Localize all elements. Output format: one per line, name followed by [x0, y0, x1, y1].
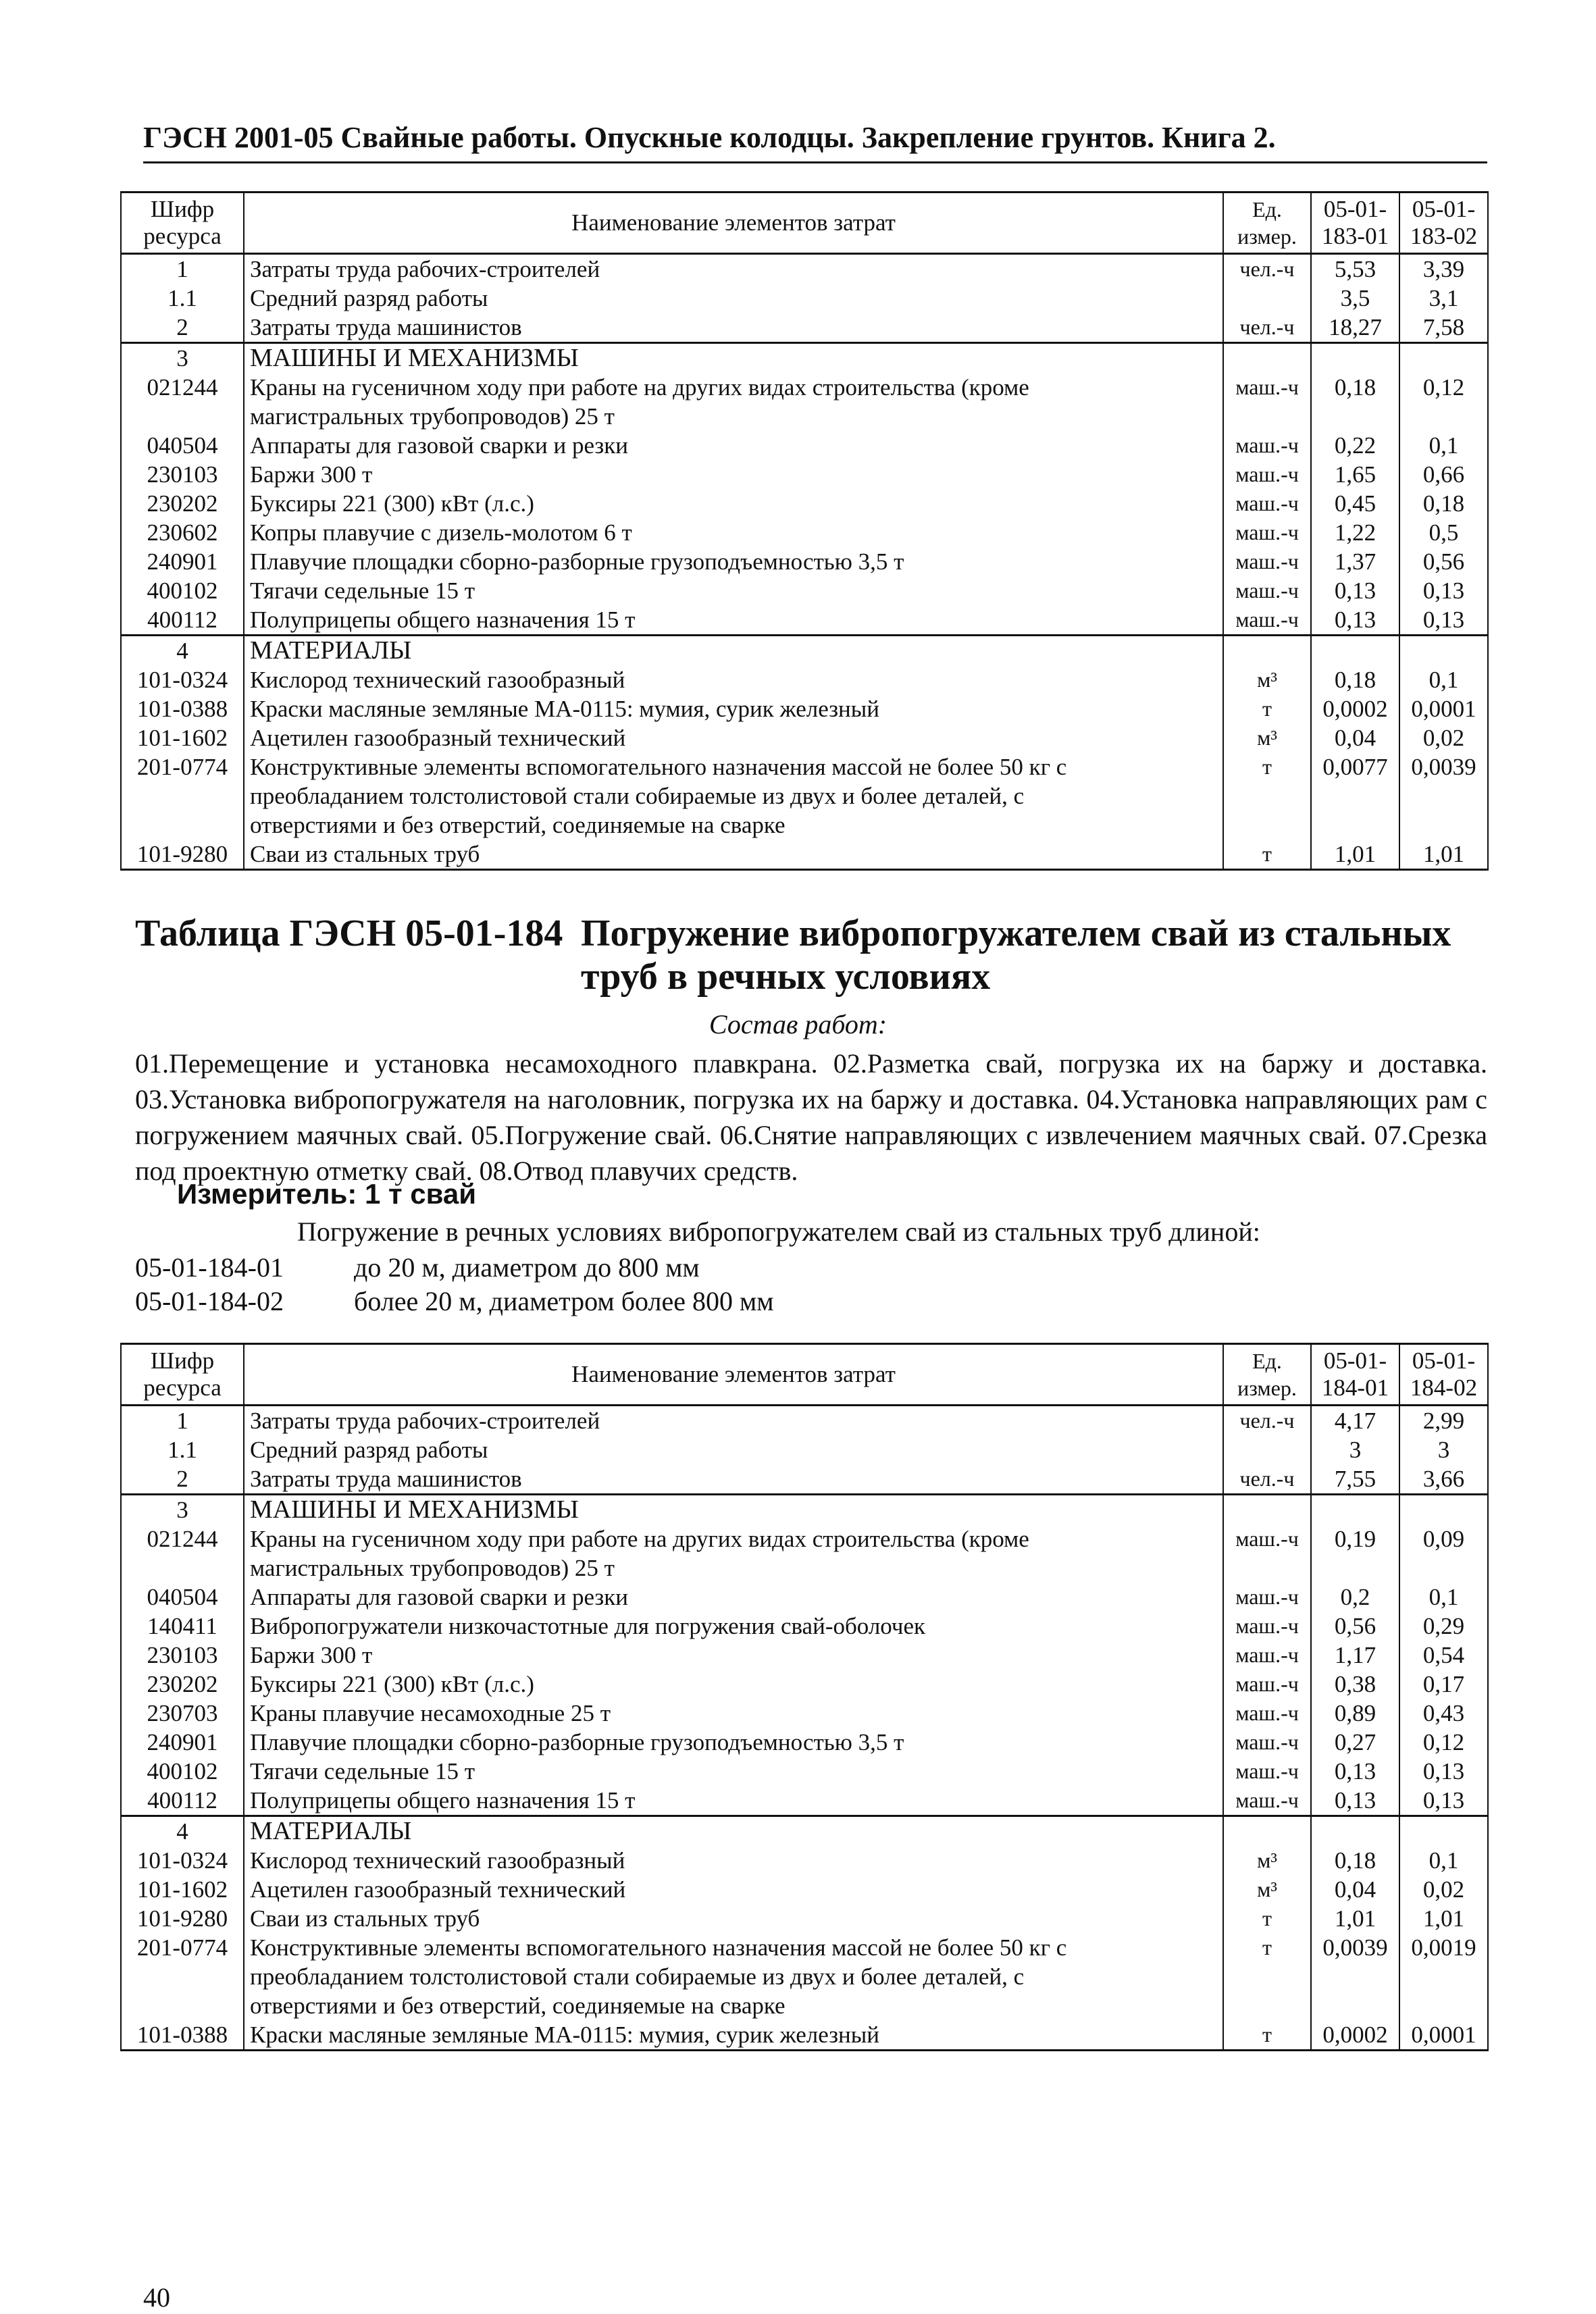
unit: маш.-ч	[1223, 1757, 1311, 1786]
variant-intro: Погружение в речных условиях вибропогружателем свай из стальных труб длиной:	[297, 1216, 1260, 1247]
cost-element-name: Конструктивные элементы вспомогательного назначения массой не более 50 кг с	[244, 1933, 1223, 1962]
norm-value-2: 0,18	[1399, 489, 1488, 518]
cost-element-name: Кислород технический газообразный	[244, 665, 1223, 694]
norm-value-2: 0,29	[1399, 1612, 1488, 1641]
cost-element-name: Краски масляные земляные МА-0115: мумия, сурик железный	[244, 2020, 1223, 2051]
variant-row	[135, 1285, 774, 1317]
unit	[1223, 1435, 1311, 1464]
norm-value-2: 0,1	[1399, 665, 1488, 694]
norm-value-2: 0,43	[1399, 1699, 1488, 1728]
norm-value-cell	[1311, 1962, 1399, 1991]
norm-value-2: 2,99	[1399, 1406, 1488, 1436]
unit: т	[1223, 1933, 1311, 1962]
table-header	[121, 192, 1488, 254]
cost-element-name: Затраты труда машинистов	[244, 1464, 1223, 1495]
norm-value-2: 0,5	[1399, 518, 1488, 547]
header-cost-element-name: Наименование элементов затрат	[244, 1344, 1223, 1406]
norm-value-1: 0,27	[1311, 1728, 1399, 1757]
norm-value-1: 0,04	[1311, 723, 1399, 752]
table-row-continuation	[121, 781, 1488, 811]
cost-element-name: Средний разряд работы	[244, 1435, 1223, 1464]
norm-value-2: 3	[1399, 1435, 1488, 1464]
table-row	[121, 1875, 1488, 1904]
resource-code: 400112	[121, 605, 244, 636]
norm-value-1: 0,89	[1311, 1699, 1399, 1728]
resource-table-183	[120, 191, 1489, 871]
norm-value-cell	[1311, 343, 1399, 374]
norm-value-cell	[1399, 343, 1488, 374]
table-row-continuation	[121, 1553, 1488, 1583]
norm-value-2: 0,02	[1399, 1875, 1488, 1904]
header-resource-code: Шифр ресурса	[121, 192, 244, 254]
norm-value-1: 7,55	[1311, 1464, 1399, 1495]
cost-element-name-continued: отверстиями и без отверстий, соединяемые на сварке	[244, 811, 1223, 840]
unit-cell	[1223, 1816, 1311, 1847]
norm-value-1: 0,13	[1311, 605, 1399, 636]
unit: т	[1223, 752, 1311, 781]
unit: т	[1223, 1904, 1311, 1933]
norm-value-2: 1,01	[1399, 840, 1488, 870]
norm-value-1: 0,18	[1311, 1846, 1399, 1875]
table-row	[121, 313, 1488, 343]
unit-cell	[1223, 1962, 1311, 1991]
norm-value-cell	[1399, 1495, 1488, 1525]
norm-value-1: 0,0077	[1311, 752, 1399, 781]
norm-value-1: 0,18	[1311, 665, 1399, 694]
unit: маш.-ч	[1223, 547, 1311, 576]
table-row	[121, 752, 1488, 781]
cost-element-name: Ацетилен газообразный технический	[244, 1875, 1223, 1904]
unit: маш.-ч	[1223, 489, 1311, 518]
resource-code: 240901	[121, 547, 244, 576]
norm-value-1: 0,22	[1311, 431, 1399, 460]
norm-value-cell	[1399, 1553, 1488, 1583]
unit-cell	[1223, 1495, 1311, 1525]
cost-element-name: Буксиры 221 (300) кВт (л.с.)	[244, 1670, 1223, 1699]
unit: м³	[1223, 665, 1311, 694]
table-row	[121, 1435, 1488, 1464]
unit: маш.-ч	[1223, 460, 1311, 489]
cost-element-name: Тягачи седельные 15 т	[244, 1757, 1223, 1786]
table-row	[121, 694, 1488, 723]
table-body	[121, 254, 1488, 870]
norm-value-2: 0,13	[1399, 1757, 1488, 1786]
header-norm-183-01: 05-01- 183-01	[1311, 192, 1399, 254]
norm-value-cell	[1399, 811, 1488, 840]
unit: маш.-ч	[1223, 1670, 1311, 1699]
resource-code-cell	[121, 781, 244, 811]
norm-value-1: 1,17	[1311, 1641, 1399, 1670]
norm-value-1: 4,17	[1311, 1406, 1399, 1436]
section-title: МАТЕРИАЛЫ	[244, 1816, 1223, 1847]
unit-cell	[1223, 343, 1311, 374]
resource-code: 4	[121, 636, 244, 666]
norm-value-1: 0,13	[1311, 576, 1399, 605]
resource-code: 101-0388	[121, 694, 244, 723]
unit: маш.-ч	[1223, 605, 1311, 636]
norm-value-1: 3	[1311, 1435, 1399, 1464]
cost-element-name: Плавучие площадки сборно-разборные грузоподъемностью 3,5 т	[244, 547, 1223, 576]
table-row	[121, 1464, 1488, 1495]
variant-description: более 20 м, диаметром более 800 мм	[354, 1286, 774, 1316]
norm-value-1: 0,56	[1311, 1612, 1399, 1641]
cost-element-name: Сваи из стальных труб	[244, 840, 1223, 870]
cost-element-name: Краны плавучие несамоходные 25 т	[244, 1699, 1223, 1728]
resource-code: 240901	[121, 1728, 244, 1757]
norm-value-cell	[1399, 1991, 1488, 2020]
cost-element-name: Полуприцепы общего назначения 15 т	[244, 605, 1223, 636]
cost-element-name: Краны на гусеничном ходу при работе на других видах строительства (кроме	[244, 1524, 1223, 1553]
unit: т	[1223, 2020, 1311, 2051]
norm-value-cell	[1399, 636, 1488, 666]
header-norm-183-02: 05-01- 183-02	[1399, 192, 1488, 254]
resource-code-cell	[121, 811, 244, 840]
cost-element-name: Сваи из стальных труб	[244, 1904, 1223, 1933]
unit-cell	[1223, 811, 1311, 840]
cost-element-name: Затраты труда рабочих-строителей	[244, 254, 1223, 284]
table-row	[121, 605, 1488, 636]
table-row-continuation	[121, 1962, 1488, 1991]
table-row	[121, 1933, 1488, 1962]
work-composition-caption: Состав работ:	[709, 1009, 887, 1039]
norm-value-cell	[1311, 1991, 1399, 2020]
norm-value-2: 0,13	[1399, 605, 1488, 636]
measure-unit: Измеритель: 1 т свай	[177, 1178, 477, 1210]
header-norm-184-02: 05-01- 184-02	[1399, 1344, 1488, 1406]
resource-code: 021244	[121, 373, 244, 402]
norm-value-2: 0,1	[1399, 431, 1488, 460]
unit: м³	[1223, 1875, 1311, 1904]
cost-element-name: Полуприцепы общего назначения 15 т	[244, 1786, 1223, 1816]
resource-code: 201-0774	[121, 1933, 244, 1962]
table-row	[121, 1757, 1488, 1786]
norm-value-2: 0,0019	[1399, 1933, 1488, 1962]
section-title: МАТЕРИАЛЫ	[244, 636, 1223, 666]
unit: маш.-ч	[1223, 1524, 1311, 1553]
norm-value-1: 1,65	[1311, 460, 1399, 489]
table-row	[121, 254, 1488, 284]
table-row	[121, 1524, 1488, 1553]
norm-value-cell	[1399, 1962, 1488, 1991]
resource-code: 101-0388	[121, 2020, 244, 2051]
header-norm-184-01: 05-01- 184-01	[1311, 1344, 1399, 1406]
norm-value-1: 1,22	[1311, 518, 1399, 547]
resource-code: 101-1602	[121, 723, 244, 752]
table-row	[121, 1699, 1488, 1728]
unit: м³	[1223, 1846, 1311, 1875]
norm-value-2: 0,12	[1399, 1728, 1488, 1757]
running-header: ГЭСН 2001-05 Свайные работы. Опускные колодцы. Закрепление грунтов. Книга 2.	[143, 120, 1487, 163]
resource-code: 140411	[121, 1612, 244, 1641]
unit: чел.-ч	[1223, 1406, 1311, 1436]
cost-element-name: Аппараты для газовой сварки и резки	[244, 1583, 1223, 1612]
norm-value-2: 0,02	[1399, 723, 1488, 752]
cost-element-name: Конструктивные элементы вспомогательного назначения массой не более 50 кг с	[244, 752, 1223, 781]
unit	[1223, 284, 1311, 313]
resource-code: 400102	[121, 1757, 244, 1786]
norm-value-1: 18,27	[1311, 313, 1399, 343]
table-row	[121, 489, 1488, 518]
resource-code-cell	[121, 1553, 244, 1583]
resource-code: 1	[121, 254, 244, 284]
resource-code: 1.1	[121, 284, 244, 313]
norm-value-2: 3,39	[1399, 254, 1488, 284]
norm-value-2: 7,58	[1399, 313, 1488, 343]
cost-element-name: Кислород технический газообразный	[244, 1846, 1223, 1875]
resource-code: 101-0324	[121, 665, 244, 694]
page-number: 40	[143, 2282, 170, 2313]
norm-value-2: 1,01	[1399, 1904, 1488, 1933]
resource-code: 230602	[121, 518, 244, 547]
unit: маш.-ч	[1223, 373, 1311, 402]
section-row	[121, 1816, 1488, 1847]
resource-code: 4	[121, 1816, 244, 1847]
norm-value-cell	[1311, 1816, 1399, 1847]
norm-value-cell	[1311, 402, 1399, 431]
unit: маш.-ч	[1223, 518, 1311, 547]
table-row	[121, 1641, 1488, 1670]
unit-cell	[1223, 1553, 1311, 1583]
norm-value-cell	[1399, 1816, 1488, 1847]
unit: т	[1223, 840, 1311, 870]
unit: чел.-ч	[1223, 254, 1311, 284]
norm-value-2: 0,12	[1399, 373, 1488, 402]
norm-value-cell	[1311, 781, 1399, 811]
norm-value-1: 5,53	[1311, 254, 1399, 284]
table-row	[121, 373, 1488, 402]
resource-code-cell	[121, 402, 244, 431]
norm-value-1: 0,18	[1311, 373, 1399, 402]
norm-value-2: 0,0001	[1399, 2020, 1488, 2051]
resource-code: 2	[121, 1464, 244, 1495]
variant-description: до 20 м, диаметром до 800 мм	[354, 1252, 700, 1283]
norm-value-2: 0,54	[1399, 1641, 1488, 1670]
resource-code: 101-9280	[121, 1904, 244, 1933]
norm-value-cell	[1311, 1553, 1399, 1583]
section-row	[121, 343, 1488, 374]
norm-value-cell	[1311, 811, 1399, 840]
resource-code: 101-0324	[121, 1846, 244, 1875]
norm-value-cell	[1311, 636, 1399, 666]
unit: маш.-ч	[1223, 431, 1311, 460]
cost-element-name-continued: магистральных трубопроводов) 25 т	[244, 1553, 1223, 1583]
cost-element-name: Краски масляные земляные МА-0115: мумия, сурик железный	[244, 694, 1223, 723]
cost-element-name-continued: отверстиями и без отверстий, соединяемые на сварке	[244, 1991, 1223, 2020]
table-row	[121, 1612, 1488, 1641]
resource-code: 040504	[121, 431, 244, 460]
norm-value-1: 1,37	[1311, 547, 1399, 576]
table-row	[121, 576, 1488, 605]
table-row	[121, 284, 1488, 313]
unit-cell	[1223, 1991, 1311, 2020]
unit-cell	[1223, 781, 1311, 811]
variant-row	[135, 1252, 700, 1283]
resource-code: 400112	[121, 1786, 244, 1816]
cost-element-name: Плавучие площадки сборно-разборные грузоподъемностью 3,5 т	[244, 1728, 1223, 1757]
table-row	[121, 1846, 1488, 1875]
header-unit: Ед. измер.	[1223, 1344, 1311, 1406]
unit-cell	[1223, 402, 1311, 431]
table-row	[121, 518, 1488, 547]
resource-code: 101-9280	[121, 840, 244, 870]
cost-element-name: Тягачи седельные 15 т	[244, 576, 1223, 605]
cost-element-name: Ацетилен газообразный технический	[244, 723, 1223, 752]
unit: маш.-ч	[1223, 1699, 1311, 1728]
unit: м³	[1223, 723, 1311, 752]
table-header	[121, 1344, 1488, 1406]
resource-code: 021244	[121, 1524, 244, 1553]
resource-code-cell	[121, 1962, 244, 1991]
resource-code: 230202	[121, 489, 244, 518]
norm-value-1: 1,01	[1311, 1904, 1399, 1933]
norm-value-1: 0,04	[1311, 1875, 1399, 1904]
cost-element-name: Баржи 300 т	[244, 460, 1223, 489]
cost-element-name: Средний разряд работы	[244, 284, 1223, 313]
cost-element-name: Затраты труда машинистов	[244, 313, 1223, 343]
norm-value-2: 0,0001	[1399, 694, 1488, 723]
section-title: МАШИНЫ И МЕХАНИЗМЫ	[244, 343, 1223, 374]
unit: чел.-ч	[1223, 1464, 1311, 1495]
cost-element-name-continued: преобладанием толстолистовой стали собираемые из двух и более деталей, с	[244, 1962, 1223, 1991]
table-row	[121, 840, 1488, 870]
table-body	[121, 1406, 1488, 2051]
norm-value-2: 0,13	[1399, 1786, 1488, 1816]
norm-value-1: 0,45	[1311, 489, 1399, 518]
resource-code: 201-0774	[121, 752, 244, 781]
unit-cell	[1223, 636, 1311, 666]
norm-value-cell	[1399, 781, 1488, 811]
norm-value-1: 0,13	[1311, 1757, 1399, 1786]
resource-code: 1.1	[121, 1435, 244, 1464]
norm-value-1: 3,5	[1311, 284, 1399, 313]
norm-value-cell	[1311, 1495, 1399, 1525]
table-row	[121, 1786, 1488, 1816]
resource-code: 2	[121, 313, 244, 343]
norm-value-cell	[1399, 402, 1488, 431]
cost-element-name: Буксиры 221 (300) кВт (л.с.)	[244, 489, 1223, 518]
cost-element-name: Копры плавучие с дизель-молотом 6 т	[244, 518, 1223, 547]
unit: маш.-ч	[1223, 1583, 1311, 1612]
resource-code: 230202	[121, 1670, 244, 1699]
resource-table-184	[120, 1343, 1489, 2051]
header-resource-code: Шифр ресурса	[121, 1344, 244, 1406]
norm-value-1: 0,0039	[1311, 1933, 1399, 1962]
norm-value-1: 0,19	[1311, 1524, 1399, 1553]
unit: т	[1223, 694, 1311, 723]
resource-code-cell	[121, 1991, 244, 2020]
cost-element-name: Краны на гусеничном ходу при работе на других видах строительства (кроме	[244, 373, 1223, 402]
table-row	[121, 1670, 1488, 1699]
variant-code: 05-01-184-01	[135, 1252, 284, 1283]
norm-value-2: 0,1	[1399, 1583, 1488, 1612]
resource-code: 230103	[121, 1641, 244, 1670]
norm-value-2: 0,17	[1399, 1670, 1488, 1699]
table-row	[121, 2020, 1488, 2051]
norm-value-1: 0,2	[1311, 1583, 1399, 1612]
cost-element-name: Затраты труда рабочих-строителей	[244, 1406, 1223, 1436]
resource-code: 101-1602	[121, 1875, 244, 1904]
resource-code: 230103	[121, 460, 244, 489]
norm-value-2: 0,1	[1399, 1846, 1488, 1875]
table-row	[121, 431, 1488, 460]
table-row	[121, 460, 1488, 489]
table-row	[121, 723, 1488, 752]
cost-element-name-continued: преобладанием толстолистовой стали собираемые из двух и более деталей, с	[244, 781, 1223, 811]
header-unit: Ед. измер.	[1223, 192, 1311, 254]
norm-value-2: 0,56	[1399, 547, 1488, 576]
norm-value-2: 0,66	[1399, 460, 1488, 489]
table-row	[121, 1904, 1488, 1933]
section-row	[121, 1495, 1488, 1525]
section-title: МАШИНЫ И МЕХАНИЗМЫ	[244, 1495, 1223, 1525]
norm-value-1: 0,38	[1311, 1670, 1399, 1699]
norm-value-1: 1,01	[1311, 840, 1399, 870]
variant-code: 05-01-184-02	[135, 1286, 284, 1316]
table-row	[121, 1728, 1488, 1757]
table-title: Погружение вибропогружателем свай из стальных труб в речных условиях	[581, 912, 1451, 998]
norm-value-2: 0,0039	[1399, 752, 1488, 781]
norm-value-2: 3,1	[1399, 284, 1488, 313]
norm-value-1: 0,0002	[1311, 2020, 1399, 2051]
table-row-continuation	[121, 811, 1488, 840]
resource-code: 1	[121, 1406, 244, 1436]
header-cost-element-name: Наименование элементов затрат	[244, 192, 1223, 254]
unit: маш.-ч	[1223, 1786, 1311, 1816]
work-composition-text: 01.Перемещение и установка несамоходного плавкрана. 02.Разметка свай, погрузка их на баржу и доставка. 03.Установка вибропогружателя на наголовник, погрузка их на баржу и доставка. 04.Установка направляющих рам с погружением маячных свай. 05.Погружение свай. 06.Снятие направляющих с извлечением маячных свай. 07.Срезка под проектную отметку свай. 08.Отвод плавучих средств.	[135, 1048, 1487, 1186]
resource-code: 3	[121, 1495, 244, 1525]
table-row	[121, 665, 1488, 694]
norm-value-1: 0,13	[1311, 1786, 1399, 1816]
table-row	[121, 547, 1488, 576]
section-row	[121, 636, 1488, 666]
table-row	[121, 1406, 1488, 1436]
unit: маш.-ч	[1223, 1641, 1311, 1670]
unit: маш.-ч	[1223, 1728, 1311, 1757]
unit: маш.-ч	[1223, 576, 1311, 605]
resource-code: 230703	[121, 1699, 244, 1728]
norm-value-1: 0,0002	[1311, 694, 1399, 723]
table-row	[121, 1583, 1488, 1612]
cost-element-name: Баржи 300 т	[244, 1641, 1223, 1670]
unit: чел.-ч	[1223, 313, 1311, 343]
norm-value-2: 0,09	[1399, 1524, 1488, 1553]
resource-code: 040504	[121, 1583, 244, 1612]
table-row-continuation	[121, 1991, 1488, 2020]
resource-code: 3	[121, 343, 244, 374]
cost-element-name-continued: магистральных трубопроводов) 25 т	[244, 402, 1223, 431]
norm-value-2: 0,13	[1399, 576, 1488, 605]
table-row-continuation	[121, 402, 1488, 431]
cost-element-name: Аппараты для газовой сварки и резки	[244, 431, 1223, 460]
norm-value-2: 3,66	[1399, 1464, 1488, 1495]
resource-code: 400102	[121, 576, 244, 605]
cost-element-name: Вибропогружатели низкочастотные для погружения свай-оболочек	[244, 1612, 1223, 1641]
unit: маш.-ч	[1223, 1612, 1311, 1641]
table-number: Таблица ГЭСН 05-01-184	[135, 912, 563, 954]
